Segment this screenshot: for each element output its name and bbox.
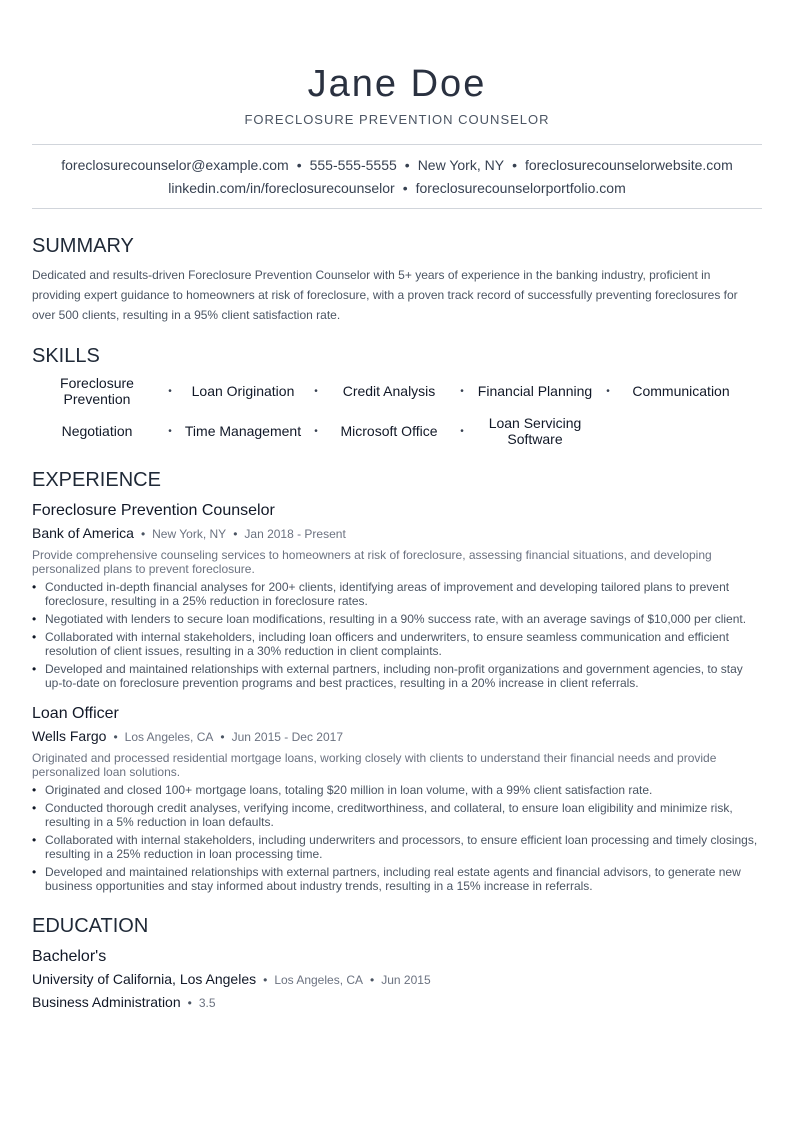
job-location: Los Angeles, CA [124, 730, 214, 744]
job-bullets [32, 783, 762, 893]
job-bullet: • Collaborated with internal stakeholders, including underwriters and processors, to ensure efficient loan processing and timely closings, resulting in a 25% reduction in loan processing time. [32, 833, 762, 861]
contact-portfolio[interactable]: foreclosurecounselorportfolio.com [415, 180, 626, 196]
job-location: New York, NY [152, 527, 227, 541]
skill-item: Credit Analysis [342, 383, 436, 399]
job-meta [32, 726, 762, 747]
job-company: Bank of America [32, 525, 134, 541]
job-company: Wells Fargo [32, 728, 107, 744]
contact-separator: • [296, 157, 302, 173]
job-dates: Jun 2015 - Dec 2017 [231, 730, 343, 744]
meta-separator: • [140, 527, 146, 541]
experience-heading: EXPERIENCE [32, 469, 161, 491]
meta-separator: • [220, 730, 225, 744]
resume-header [32, 0, 762, 128]
skill-item: Microsoft Office [340, 423, 438, 439]
skill-separator: • [606, 385, 610, 397]
contact-bar [32, 144, 762, 209]
job-bullet: • Developed and maintained relationships with external partners, including non-profit organizations and government agencies, to stay up-to-date on foreclosure prevention programs and best practices, resulting in a 20% increase in client referrals. [32, 662, 762, 690]
education-gpa: 3.5 [198, 996, 216, 1010]
meta-separator: • [233, 527, 238, 541]
skill-item: Time Management [184, 423, 302, 439]
job-bullet: • Negotiated with lenders to secure loan modifications, resulting in a 90% success rate, with an average savings of $10,000 per client. [32, 612, 762, 626]
summary-section [32, 235, 762, 325]
skill-item: Loan Origination [191, 383, 295, 399]
skill-separator: • [168, 385, 172, 397]
skill-item: Financial Planning [477, 383, 593, 399]
experience-section [32, 469, 762, 893]
candidate-title: FORECLOSURE PREVENTION COUNSELOR [244, 112, 550, 127]
education-heading: EDUCATION [32, 915, 149, 937]
education-field: Business Administration [32, 994, 181, 1010]
skill-separator: • [460, 425, 464, 437]
education-date: Jun 2015 [381, 973, 431, 987]
summary-text: Dedicated and results-driven Foreclosure Prevention Counselor with 5+ years of experience in the banking industry, proficient in providing expert guidance to homeowners at risk of foreclosure, with a proven track record of successfully preventing foreclosures for over 500 clients, resulting in a 95% client satisfaction rate. [32, 268, 738, 322]
education-field-row [32, 992, 762, 1013]
job-entry [32, 704, 762, 893]
job-description: Provide comprehensive counseling services to homeowners at risk of foreclosure, assessing financial situations, and developing personalized plans to prevent foreclosure. [32, 548, 712, 576]
job-meta [32, 523, 762, 544]
skill-item: Loan Servicing Software [488, 415, 582, 447]
contact-location: New York, NY [417, 157, 505, 173]
contact-line-2 [32, 177, 762, 200]
contact-separator: • [512, 157, 517, 173]
contact-separator: • [404, 157, 410, 173]
contact-line-1 [32, 154, 762, 177]
summary-heading: SUMMARY [32, 235, 134, 257]
job-entry [32, 501, 762, 690]
education-location: Los Angeles, CA [274, 973, 364, 987]
skill-item: Foreclosure Prevention [60, 375, 134, 407]
skill-separator: • [314, 385, 318, 397]
job-bullets [32, 580, 762, 690]
skill-separator: • [460, 385, 464, 397]
skill-separator: • [168, 425, 172, 437]
meta-separator: • [263, 973, 268, 987]
job-dates: Jan 2018 - Present [244, 527, 346, 541]
skill-item: Communication [632, 383, 730, 399]
education-degree: Bachelor's [32, 948, 107, 965]
job-bullet: • Developed and maintained relationships with external partners, including real estate agents and financial advisors, to generate new business opportunities and stay informed about industry trends, resulting in a 15% increase in referrals. [32, 865, 762, 893]
job-bullet: • Conducted in-depth financial analyses for 200+ clients, identifying areas of improvement and developing tailored plans to prevent foreclosure, resulting in a 25% reduction in foreclosure rates. [32, 580, 762, 608]
contact-phone[interactable]: 555-555-5555 [309, 157, 397, 173]
candidate-name: Jane Doe [307, 63, 487, 105]
education-meta [32, 969, 762, 990]
contact-separator: • [402, 180, 408, 196]
contact-website[interactable]: foreclosurecounselorwebsite.com [524, 157, 733, 173]
education-school: University of California, Los Angeles [32, 971, 257, 987]
skills-grid [32, 375, 762, 447]
contact-linkedin[interactable]: linkedin.com/in/foreclosurecounselor [168, 180, 395, 196]
skills-heading: SKILLS [32, 345, 100, 367]
skill-item: Negotiation [61, 423, 133, 439]
meta-separator: • [113, 730, 118, 744]
education-section [32, 915, 762, 1013]
meta-separator: • [187, 996, 192, 1010]
job-title: Foreclosure Prevention Counselor [32, 502, 275, 519]
contact-email[interactable]: foreclosurecounselor@example.com [61, 157, 289, 173]
job-bullet: • Conducted thorough credit analyses, verifying income, creditworthiness, and collateral, to ensure loan eligibility and minimize risk, resulting in a 5% reduction in loan defaults. [32, 801, 762, 829]
job-bullet: • Originated and closed 100+ mortgage loans, totaling $20 million in loan volume, with a 99% client satisfaction rate. [32, 783, 762, 797]
skills-section [32, 345, 762, 447]
meta-separator: • [370, 973, 375, 987]
job-title: Loan Officer [32, 705, 119, 722]
job-bullet: • Collaborated with internal stakeholders, including loan officers and underwriters, to ensure seamless communication and efficient resolution of client issues, resulting in a 30% reduction in client complaints. [32, 630, 762, 658]
skill-separator: • [314, 425, 318, 437]
job-description: Originated and processed residential mortgage loans, working closely with clients to understand their financial needs and provide personalized loan solutions. [32, 751, 717, 779]
